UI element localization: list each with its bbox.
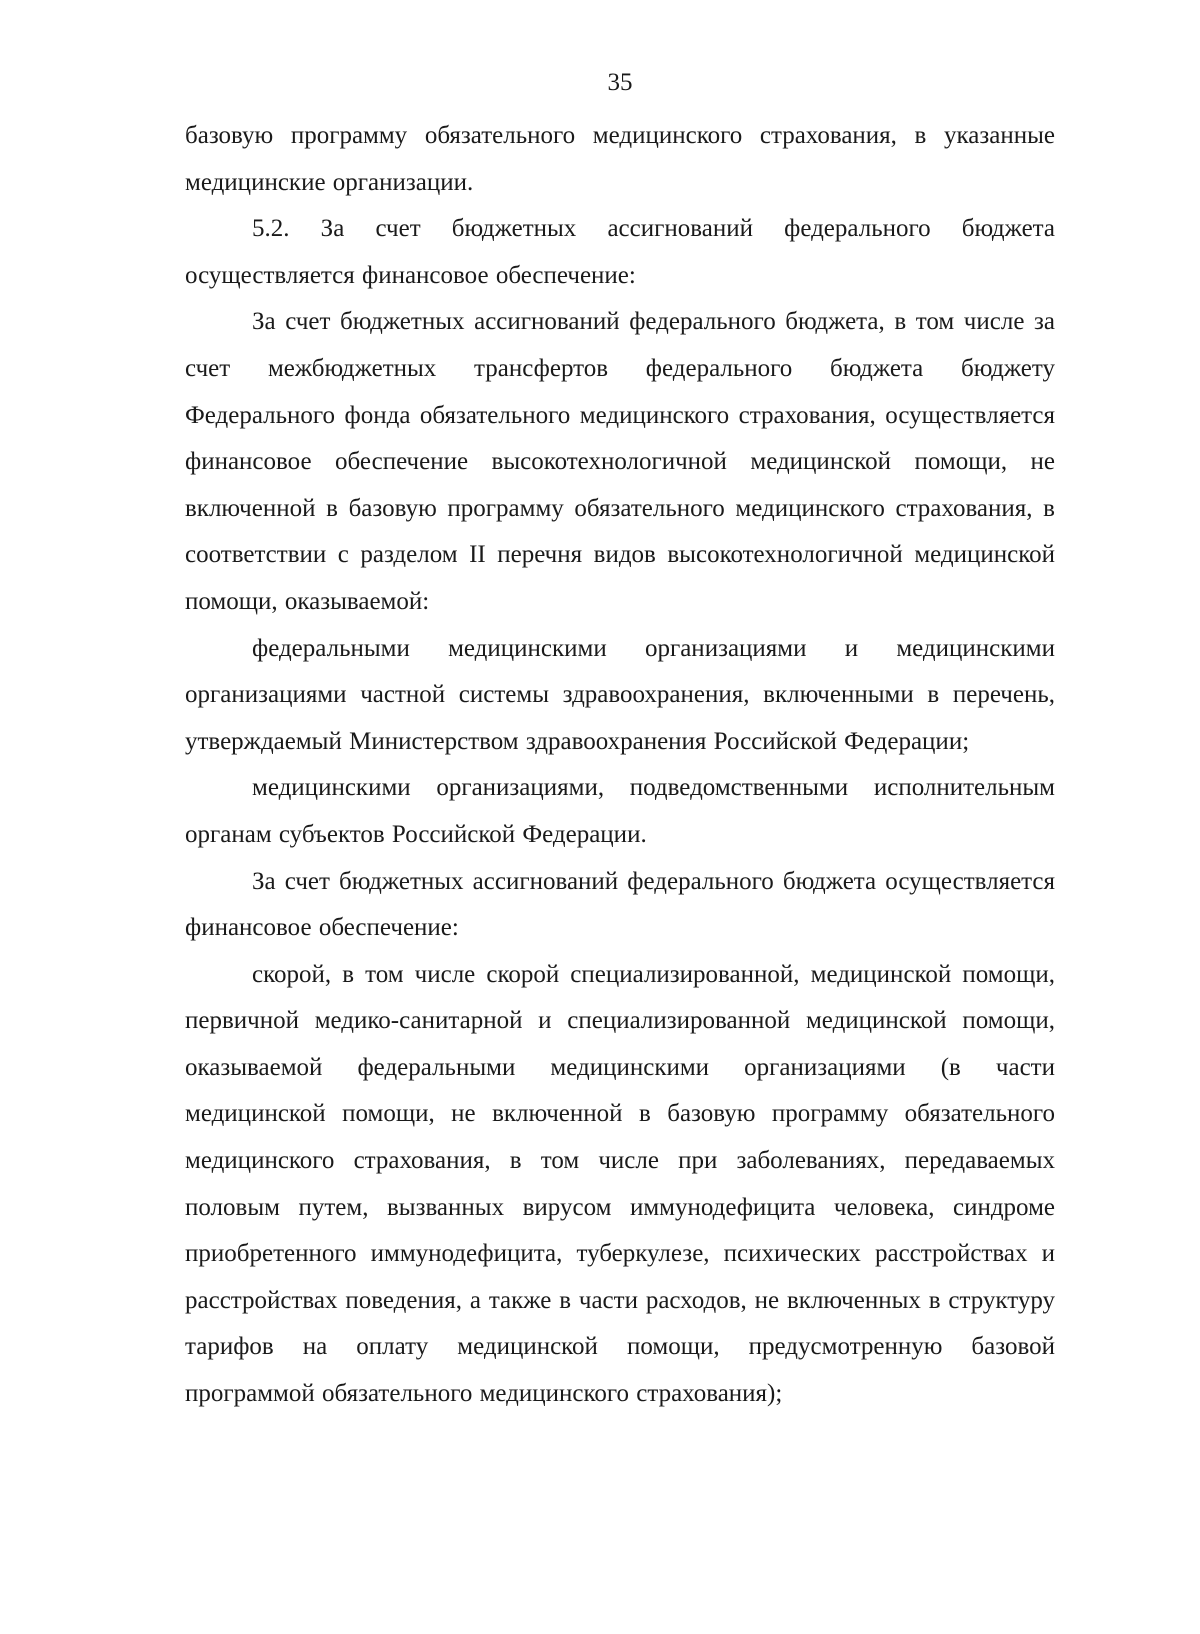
paragraph-3: За счет бюджетных ассигнований федерального бюджета, в том числе за счет межбюджетных трансфертов федерального бюджета бюджету Федерального фонда обязательного медицинского страхования, осуществляется финансовое обеспечение высокотехнологичной медицинской помощи, не включенной в базовую программу обязательного медицинского страхования, в соответствии с разделом II перечня видов высокотехнологичной медицинской помощи, оказываемой:	[185, 308, 1055, 615]
paragraph-2: 5.2. За счет бюджетных ассигнований федерального бюджета осуществляется финансовое обеспечение:	[185, 215, 1055, 289]
paragraph-1: базовую программу обязательного медицинского страхования, в указанные медицинские организации.	[185, 122, 1055, 196]
paragraph-6: За счет бюджетных ассигнований федерального бюджета осуществляется финансовое обеспечение:	[185, 867, 1055, 942]
page-number: 35	[607, 69, 633, 96]
paragraph-7: скорой, в том числе скорой специализированной, медицинской помощи, первичной медико-санитарной и специализированной медицинской помощи, оказываемой федеральными медицинскими организациями (в части медицинской помощи, не включенной в базовую программу обязательного медицинского страхования, в том числе при заболеваниях, передаваемых половым путем, вызванных вирусом иммунодефицита человека, синдроме приобретенного иммунодефицита, туберкулезе, психических расстройствах и расстройствах поведения, а также в части расходов, не включенных в структуру тарифов на оплату медицинской помощи, предусмотренную базовой программой обязательного медицинского страхования);	[185, 960, 1055, 1408]
document-body	[185, 113, 1055, 1418]
paragraph-4: федеральными медицинскими организациями и медицинскими организациями частной системы здравоохранения, включенными в перечень, утверждаемый Министерством здравоохранения Российской Федерации;	[185, 634, 1055, 755]
paragraph-5: медицинскими организациями, подведомственными исполнительным органам субъектов Российской Федерации.	[185, 774, 1055, 848]
